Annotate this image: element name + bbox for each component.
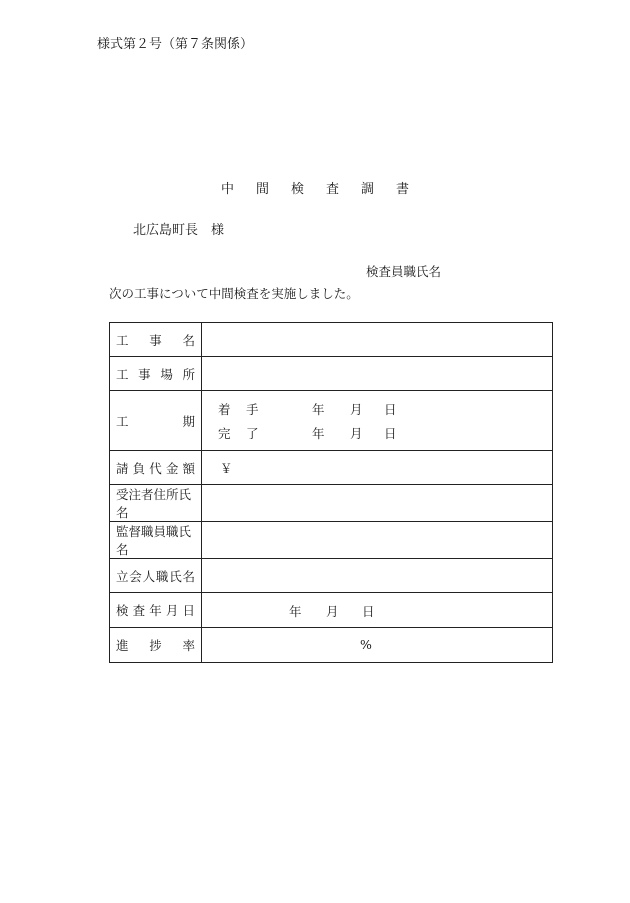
label-char: 月 bbox=[165, 603, 179, 618]
month-unit: 月 bbox=[350, 402, 363, 417]
label-char: 氏 bbox=[169, 568, 182, 584]
value-witness[interactable] bbox=[202, 559, 553, 593]
label-char: 査 bbox=[132, 603, 146, 618]
inspector-label: 検査員職氏名 bbox=[366, 264, 442, 279]
label-char: 工 bbox=[116, 413, 129, 429]
label-progress bbox=[110, 628, 202, 663]
table-row-witness bbox=[110, 559, 553, 593]
year-unit: 年 bbox=[289, 604, 302, 619]
month-unit: 月 bbox=[350, 426, 363, 441]
period-start-label: 着 bbox=[218, 402, 231, 417]
label-period bbox=[110, 391, 202, 451]
table-row-progress bbox=[110, 628, 553, 663]
table-row-contractor bbox=[110, 485, 553, 522]
label-text: 監督職員職氏名 bbox=[116, 524, 192, 557]
label-contract-amount bbox=[110, 451, 202, 485]
table-row-supervisor bbox=[110, 522, 553, 559]
addressee: 北広島町長 様 bbox=[133, 223, 225, 238]
value-contract-amount[interactable] bbox=[202, 451, 553, 485]
label-char: 人 bbox=[142, 568, 156, 584]
label-char: 率 bbox=[182, 638, 195, 653]
label-char: 負 bbox=[132, 460, 146, 476]
value-construction-name[interactable] bbox=[202, 323, 553, 357]
label-char: 進 bbox=[116, 638, 129, 653]
percent-symbol: % bbox=[360, 637, 372, 652]
label-char: 事 bbox=[138, 366, 151, 382]
statement: 次の工事について中間検査を実施しました。 bbox=[109, 286, 359, 301]
value-progress[interactable] bbox=[202, 628, 553, 663]
label-construction-site bbox=[110, 357, 202, 391]
form-number: 様式第２号（第７条関係） bbox=[97, 37, 254, 52]
year-unit: 年 bbox=[312, 426, 325, 441]
period-start-label: 手 bbox=[246, 402, 259, 417]
label-char: 所 bbox=[182, 366, 195, 382]
label-contractor bbox=[110, 485, 202, 522]
month-unit: 月 bbox=[326, 604, 339, 619]
label-char: 代 bbox=[149, 460, 162, 476]
table-row-contract-amount bbox=[110, 451, 553, 485]
table-row-construction-site bbox=[110, 357, 553, 391]
table-row-construction-name bbox=[110, 323, 553, 357]
period-end-line bbox=[202, 424, 552, 442]
period-end-label: 完 bbox=[218, 426, 231, 441]
label-char: 工 bbox=[116, 366, 129, 382]
label-char: 会 bbox=[129, 568, 142, 584]
day-unit: 日 bbox=[384, 402, 397, 417]
label-char: 請 bbox=[116, 460, 129, 476]
label-char: 工 bbox=[116, 332, 129, 348]
label-char: 名 bbox=[182, 332, 195, 348]
label-char: 年 bbox=[149, 603, 162, 618]
label-char: 職 bbox=[155, 568, 169, 584]
table-row-inspection-date bbox=[110, 593, 553, 628]
yen-symbol: ￥ bbox=[220, 460, 233, 476]
label-char: 捗 bbox=[149, 638, 162, 653]
value-supervisor[interactable] bbox=[202, 522, 553, 559]
label-char: 金 bbox=[165, 460, 179, 476]
period-end-label: 了 bbox=[246, 426, 259, 441]
value-inspection-date[interactable] bbox=[202, 593, 553, 628]
label-char: 事 bbox=[149, 332, 162, 348]
value-contractor[interactable] bbox=[202, 485, 553, 522]
period-start-line bbox=[202, 400, 552, 418]
label-char: 検 bbox=[116, 603, 129, 618]
year-unit: 年 bbox=[312, 402, 325, 417]
label-char: 名 bbox=[182, 568, 195, 584]
label-supervisor bbox=[110, 522, 202, 559]
label-inspection-date bbox=[110, 593, 202, 628]
label-char: 場 bbox=[160, 366, 173, 382]
value-period[interactable] bbox=[202, 391, 553, 451]
label-char: 日 bbox=[182, 603, 195, 618]
label-construction-name bbox=[110, 323, 202, 357]
label-text: 受注者住所氏名 bbox=[116, 487, 192, 520]
label-witness bbox=[110, 559, 202, 593]
day-unit: 日 bbox=[362, 604, 375, 619]
day-unit: 日 bbox=[384, 426, 397, 441]
label-char: 立 bbox=[116, 568, 129, 584]
document-title: 中間検査調書 bbox=[220, 182, 431, 197]
value-construction-site[interactable] bbox=[202, 357, 553, 391]
inspection-form-table bbox=[109, 322, 553, 663]
label-char: 期 bbox=[182, 413, 195, 429]
table-row-period bbox=[110, 391, 553, 451]
label-char: 額 bbox=[182, 460, 195, 476]
